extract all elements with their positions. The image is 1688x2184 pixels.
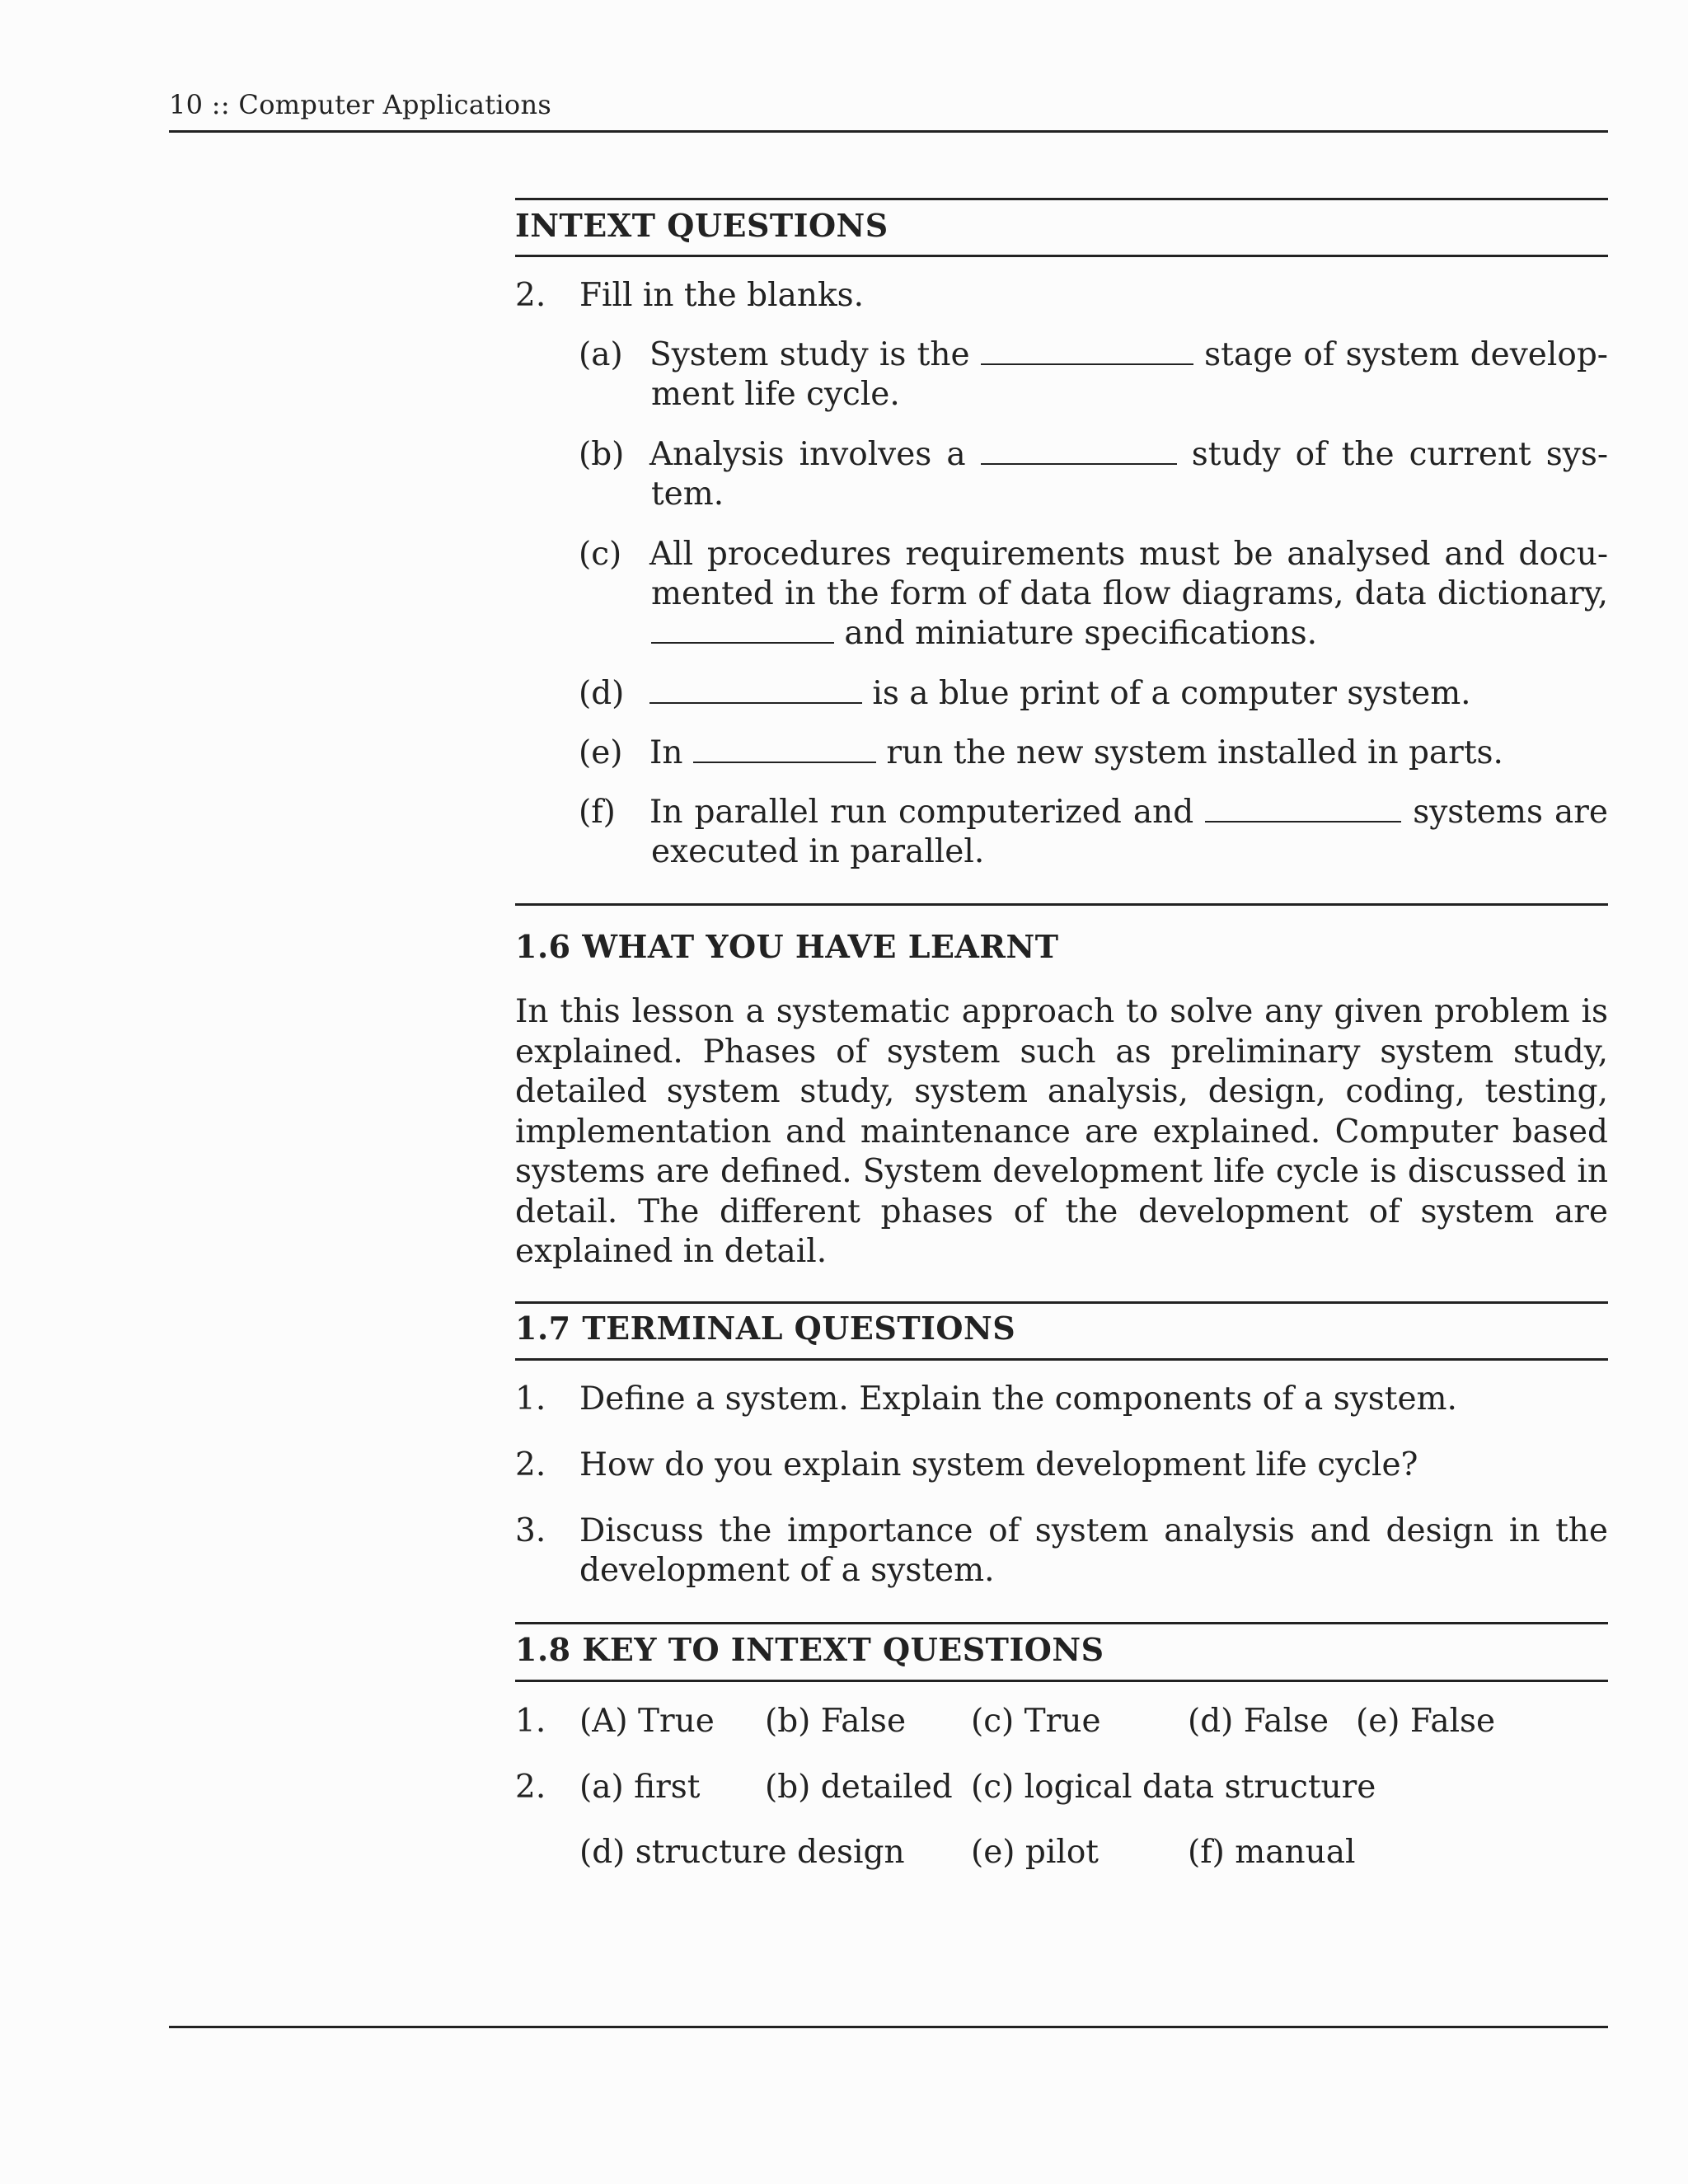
item-label: (b) xyxy=(579,436,625,473)
blank-item-d xyxy=(579,674,1608,714)
question-number: 2. xyxy=(515,277,546,314)
learnt-heading: 1.6 WHAT YOU HAVE LEARNT xyxy=(515,928,1059,965)
blank-item-e xyxy=(579,733,1608,773)
answer-number: 2. xyxy=(515,1769,546,1806)
item-label: (a) xyxy=(579,336,623,373)
blank-item-a xyxy=(579,335,1608,415)
terminal-bottom-rule xyxy=(515,1358,1608,1361)
paragraph-line: implementation and maintenance are explained. Computer based xyxy=(515,1113,1608,1151)
item-text: run the new system installed in parts. xyxy=(886,734,1503,771)
paragraph-line: explained. Phases of system such as preliminary system study, xyxy=(515,1033,1608,1071)
item-text: In xyxy=(649,734,683,771)
answer-item: (b) detailed xyxy=(765,1769,953,1806)
answer-blank[interactable] xyxy=(693,761,876,763)
header-rule xyxy=(169,130,1608,133)
answer-item: (d) False xyxy=(1188,1703,1329,1740)
answer-blank[interactable] xyxy=(981,363,1193,365)
paragraph-line: detail. The different phases of the development of system are xyxy=(515,1193,1608,1230)
blank-item-f xyxy=(579,793,1608,872)
item-text: stage of system develop- xyxy=(1204,336,1608,373)
item-text: executed in parallel. xyxy=(651,833,985,870)
intext-end-rule xyxy=(515,903,1608,906)
item-text: tem. xyxy=(651,476,724,513)
question-text: How do you explain system development life cycle? xyxy=(579,1446,1418,1483)
item-text: systems are xyxy=(1413,794,1608,831)
footer-rule xyxy=(169,2026,1608,2028)
answer-blank[interactable] xyxy=(651,641,834,644)
paragraph-line: detailed system study, system analysis, design, coding, testing, xyxy=(515,1073,1608,1110)
key-bottom-rule xyxy=(515,1680,1608,1682)
terminal-heading: 1.7 TERMINAL QUESTIONS xyxy=(515,1310,1016,1347)
item-text: mented in the form of data flow diagrams, data dictionary, xyxy=(651,575,1608,612)
answer-item: (c) logical data structure xyxy=(971,1769,1376,1806)
intext-questions xyxy=(515,276,1608,316)
item-label: (d) xyxy=(579,675,625,712)
answer-item: (a) first xyxy=(579,1769,701,1806)
question-title: Fill in the blanks. xyxy=(579,277,864,314)
intext-heading: INTEXT QUESTIONS xyxy=(515,207,889,244)
item-text: In parallel run computerized and xyxy=(649,794,1194,831)
intext-top-rule xyxy=(515,198,1608,200)
item-label: (c) xyxy=(579,536,622,573)
item-text: ment life cycle. xyxy=(651,376,900,413)
key-row-3 xyxy=(515,1834,1608,1875)
question-text: Discuss the importance of system analysis and design in the xyxy=(579,1512,1608,1549)
item-text: Analysis involves a xyxy=(649,436,966,473)
answer-item: (f) manual xyxy=(1188,1834,1356,1871)
question-number: 2. xyxy=(515,1446,546,1483)
terminal-question-1 xyxy=(515,1380,1608,1419)
paragraph-line: explained in detail. xyxy=(515,1233,828,1270)
answer-item: (b) False xyxy=(765,1703,907,1740)
question-text: development of a system. xyxy=(579,1552,995,1589)
answer-item: (A) True xyxy=(579,1703,715,1740)
question-text: Define a system. Explain the components of a system. xyxy=(579,1380,1457,1418)
question-number: 3. xyxy=(515,1512,546,1549)
learnt-paragraph xyxy=(515,992,1608,1272)
item-label: (f) xyxy=(579,794,616,831)
key-row-2 xyxy=(515,1769,1608,1810)
item-text: study of the current sys- xyxy=(1191,436,1609,473)
answer-item: (e) False xyxy=(1356,1703,1496,1740)
answer-item: (d) structure design xyxy=(579,1834,905,1871)
answer-number: 1. xyxy=(515,1703,546,1740)
paragraph-line: In this lesson a systematic approach to solve any given problem is xyxy=(515,993,1608,1030)
paragraph-line: systems are defined. System development life cycle is discussed in xyxy=(515,1153,1608,1190)
answer-item: (e) pilot xyxy=(971,1834,1099,1871)
intext-bottom-rule xyxy=(515,255,1608,257)
blank-item-c xyxy=(579,535,1608,654)
terminal-question-3 xyxy=(515,1511,1608,1591)
running-header: 10 :: Computer Applications xyxy=(169,89,552,120)
answer-blank[interactable] xyxy=(649,701,862,704)
item-label: (e) xyxy=(579,734,623,771)
item-text: and miniature specifications. xyxy=(844,615,1317,652)
answer-item: (c) True xyxy=(971,1703,1101,1740)
item-text: System study is the xyxy=(649,336,970,373)
item-text: All procedures requirements must be analysed and docu- xyxy=(649,536,1608,573)
terminal-question-2 xyxy=(515,1446,1608,1485)
key-top-rule xyxy=(515,1622,1608,1624)
answer-blank[interactable] xyxy=(981,462,1177,465)
question-number: 1. xyxy=(515,1380,546,1418)
blank-item-b xyxy=(579,435,1608,514)
item-text: is a blue print of a computer system. xyxy=(872,675,1471,712)
key-heading: 1.8 KEY TO INTEXT QUESTIONS xyxy=(515,1631,1104,1668)
answer-blank[interactable] xyxy=(1205,820,1401,823)
key-row-1 xyxy=(515,1703,1608,1744)
terminal-top-rule xyxy=(515,1301,1608,1304)
